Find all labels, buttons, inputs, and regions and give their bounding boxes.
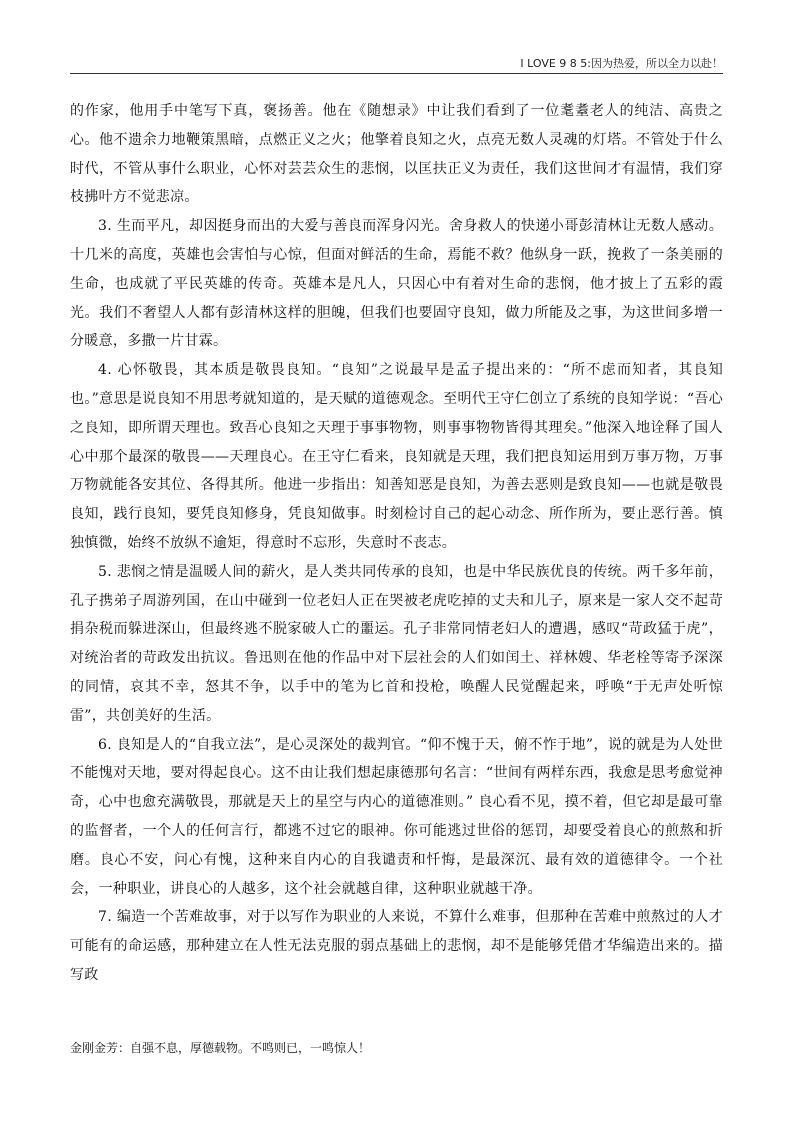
paragraph-continuation: 的作家，他用手中笔写下真，褒扬善。他在《随想录》中让我们看到了一位耄耋老人的纯洁、高贵之心。他不遗余力地鞭策黑暗，点燃正义之火；他擎着良知之火，点亮无数人灵魂的灯塔。不管处于什么时代，不管从事什么职业，心怀对芸芸众生的悲悯，以匡扶正义为责任，我们这世间才有温情，我们穿枝拂叶方不觉悲凉。 xyxy=(70,103,723,206)
paragraph-6: 6. 良知是人的“自我立法”，是心灵深处的裁判官。“仰不愧于天，俯不怍于地”，说的就是为人处世不能愧对天地，要对得起良心。这不由让我们想起康德那句名言：“世间有两样东西，我愈是思考愈觉神奇，心中也愈充满敬畏，那就是天上的星空与内心的道德准则。” 良心看不见，摸不着，但它却是最可靠的监督者，一个人的任何言行，都逃不过它的眼神。你可能逃过世俗的惩罚，却要受着良心的煎熬和折磨。良心不安，问心有愧，这种来自内心的自我谴责和忏悔，是最深沉、最有效的道德律令。一个社会，一种职业，讲良心的人越多，这个社会就越自律，这种职业就越干净。 xyxy=(70,736,723,897)
header-divider xyxy=(70,73,723,74)
page-header: I LOVE 9 8 5:因为热爱，所以全力以赴！ xyxy=(520,57,723,70)
paragraph-4: 4. 心怀敬畏，其本质是敬畏良知。“良知”之说最早是孟子提出来的：“所不虑而知者，其良知也。”意思是说良知不用思考就知道的，是天赋的道德观念。至明代王守仁创立了系统的良知学说：“吾心之良知，即所谓天理也。致吾心良知之天理于事事物物，则事事物物皆得其理矣。”他深入地诠释了国人心中那个最深的敬畏——天理良心。在王守仁看来，良知就是天理，我们把良知运用到万事万物，万事万物就能各安其位、各得其所。他进一步指出：知善知恶是良知，为善去恶则是致良知——也就是敬畏良知，践行良知，要凭良知修身，凭良知做事。时刻检讨自己的起心动念、所作所为，要止恶行善。慎独慎微，始终不放纵不逾矩，得意时不忘形，失意时不丧志。 xyxy=(70,362,723,551)
paragraph-5: 5. 悲悯之情是温暖人间的薪火，是人类共同传承的良知，也是中华民族优良的传统。两千多年前，孔子携弟子周游列国，在山中碰到一位老妇人正在哭被老虎吃掉的丈夫和儿子，原来是一家人交不起苛捐杂税而躲进深山，但最终逃不脱家破人亡的噩运。孔子非常同情老妇人的遭遇，感叹“苛政猛于虎”，对统治者的苛政发出抗议。鲁迅则在他的作品中对下层社会的人们如闰土、祥林嫂、华老栓等寄予深深的同情，哀其不幸，怒其不争，以手中的笔为匕首和投枪，唤醒人民觉醒起来，呼唤“于无声处听惊雷”，共创美好的生活。 xyxy=(70,563,723,724)
document-body xyxy=(70,97,723,990)
paragraph-3: 3. 生而平凡，却因挺身而出的大爱与善良而浑身闪光。舍身救人的快递小哥彭清林让无数人感动。十几米的高度，英雄也会害怕与心惊，但面对鲜活的生命，焉能不救？他纵身一跃，挽救了一条美丽的生命，也成就了平民英雄的传奇。英雄本是凡人，只因心中有着对生命的悲悯，他才披上了五彩的霞光。我们不奢望人人都有彭清林这样的胆魄，但我们也要固守良知，做力所能及之事，为这世间多增一分暖意，多撒一片甘霖。 xyxy=(70,218,723,350)
page-footer: 金刚金芳：自强不息，厚德载物。不鸣则已，一鸣惊人！ xyxy=(70,1041,371,1055)
paragraph-7: 7. 编造一个苦难故事，对于以写作为职业的人来说，不算什么难事，但那种在苦难中煎熬过的人才可能有的命运感，那种建立在人性无法克服的弱点基础上的悲悯，却不是能够凭借才华编造出来的。描写政 xyxy=(70,909,723,983)
